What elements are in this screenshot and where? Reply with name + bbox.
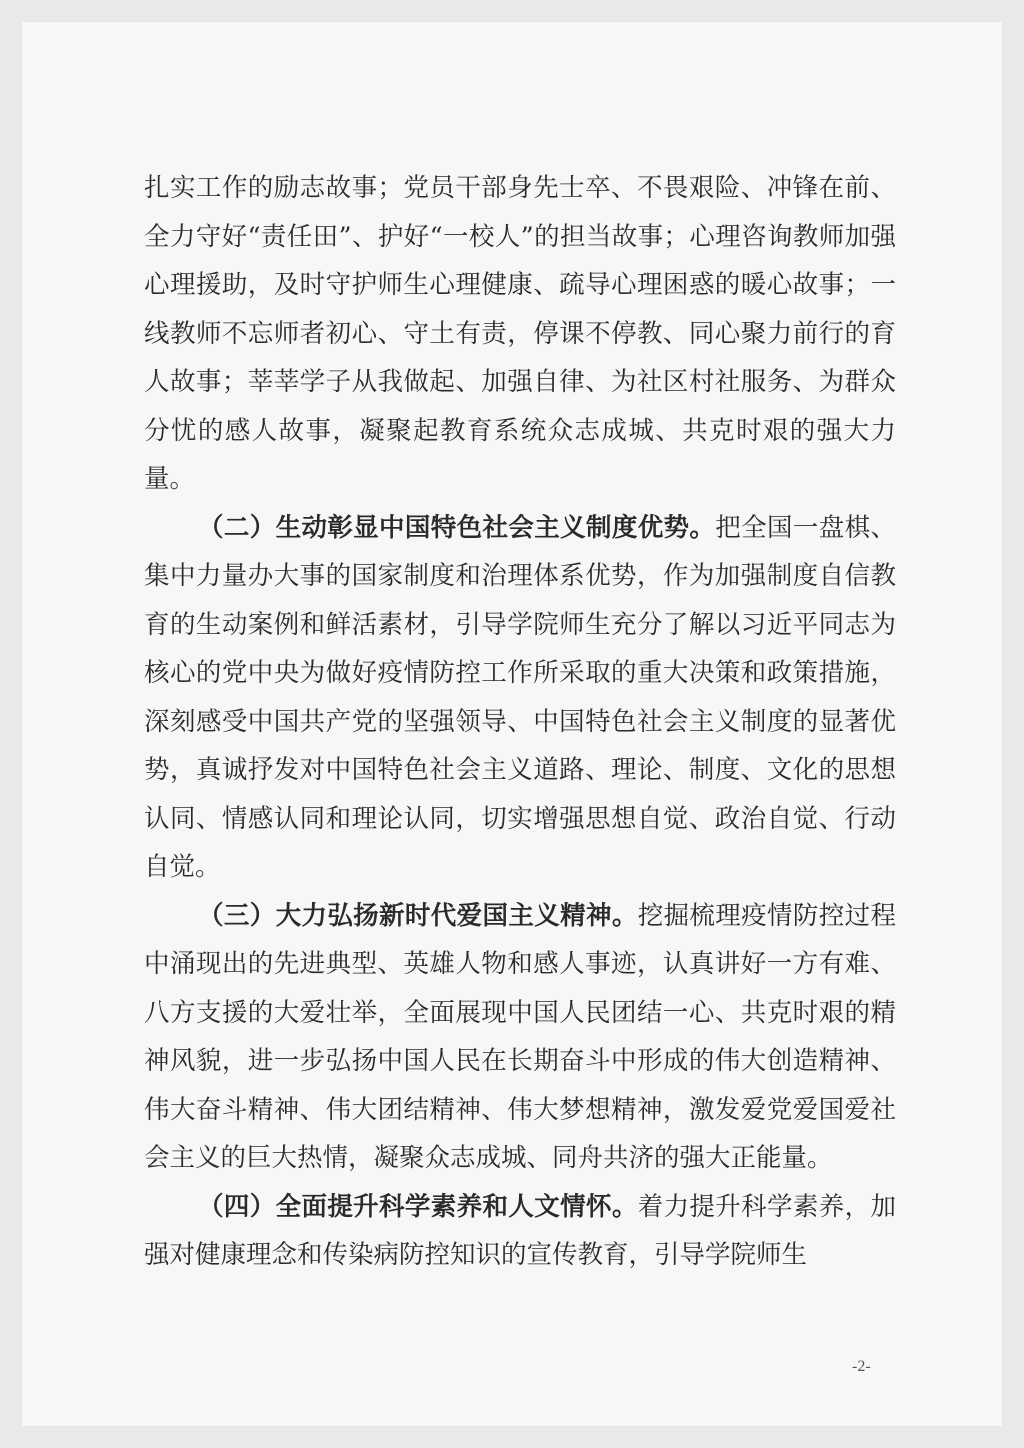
paragraph-text: 着力提升科学素养，加强对健康理念和传染病防控知识的宣传教育，引导学院师生 xyxy=(144,1191,896,1270)
paragraph-text: 挖掘梳理疫情防控过程中涌现出的先进典型、英雄人物和感人事迹，认真讲好一方有难、八方支援的大爱壮举，全面展现中国人民团结一心、共克时艰的精神风貌，进一步弘扬中国人民在长期奋斗中形成的伟大创造精神、伟大奋斗精神、伟大团结精神、伟大梦想精神，激发爱党爱国爱社会主义的巨大热情，凝聚众志成城、同舟共济的强大正能量。 xyxy=(144,900,896,1173)
document-page xyxy=(22,22,1002,1426)
document-body xyxy=(144,164,896,1280)
paragraph-section-3 xyxy=(144,892,896,1183)
paragraph-text: 把全国一盘棋、集中力量办大事的国家制度和治理体系优势，作为加强制度自信教育的生动案例和鲜活素材，引导学院师生充分了解以习近平同志为核心的党中央为做好疫情防控工作所采取的重大决策和政策措施，深刻感受中国共产党的坚强领导、中国特色社会主义制度的显著优势，真诚抒发对中国特色社会主义道路、理论、制度、文化的思想认同、情感认同和理论认同，切实增强思想自觉、政治自觉、行动自觉。 xyxy=(144,512,896,882)
section-heading: （四）全面提升科学素养和人文情怀。 xyxy=(198,1191,638,1222)
section-heading: （二）生动彰显中国特色社会主义制度优势。 xyxy=(198,512,716,543)
page-number: -2- xyxy=(852,1358,871,1375)
paragraph-section-2 xyxy=(144,504,896,892)
paragraph-continued xyxy=(144,164,896,504)
section-heading: （三）大力弘扬新时代爱国主义精神。 xyxy=(198,900,638,931)
paragraph-section-4 xyxy=(144,1183,896,1280)
paragraph-text: 扎实工作的励志故事；党员干部身先士卒、不畏艰险、冲锋在前、全力守好“责任田”、护好“一校人”的担当故事；心理咨询教师加强心理援助，及时守护师生心理健康、疏导心理困惑的暖心故事；一线教师不忘师者初心、守土有责，停课不停教、同心聚力前行的育人故事；莘莘学子从我做起、加强自律、为社区村社服务、为群众分忧的感人故事，凝聚起教育系统众志成城、共克时艰的强大力量。 xyxy=(144,173,896,494)
